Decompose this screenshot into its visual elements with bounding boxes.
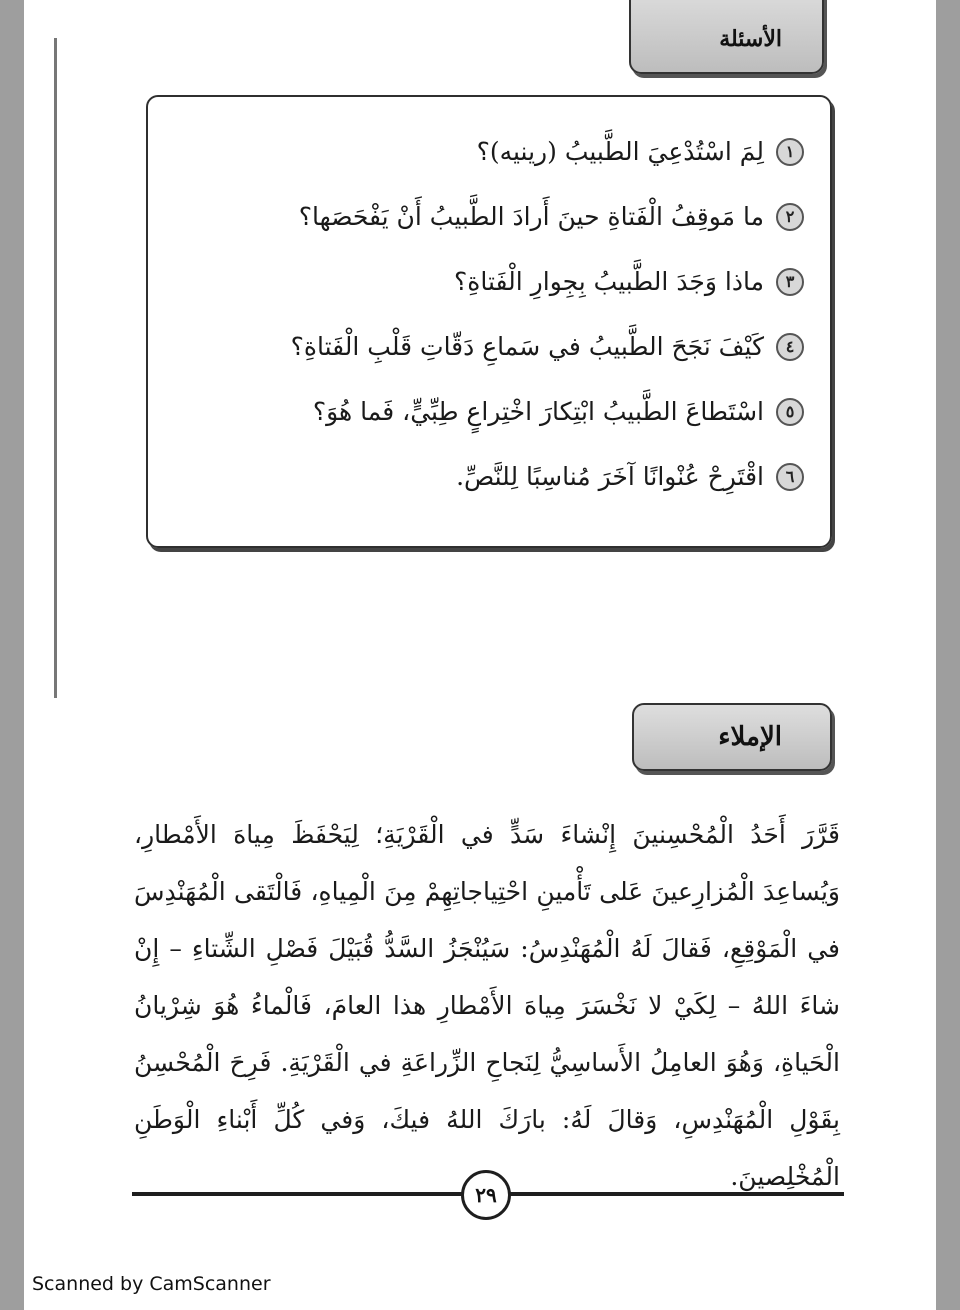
question-number-badge: ٣: [776, 268, 804, 296]
margin-rule: [54, 38, 57, 698]
question-item: [168, 444, 804, 509]
question-number-badge: ٥: [776, 398, 804, 426]
question-item: [168, 249, 804, 314]
questions-section-title: الأسئلة: [719, 26, 782, 52]
page-number: ٢٩: [475, 1183, 497, 1207]
question-text: لِمَ اسْتُدْعِيَ الطَّبيبُ (رينيه)؟: [476, 137, 764, 166]
dictation-paragraph: قَرَّرَ أَحَدُ الْمُحْسِنينَ إِنْشاءَ سَدٍّ في الْقَرْيَةِ؛ لِيَحْفَظَ مِياهَ الأَمْطارِ، وَيُساعِدَ الْمُزارِعينَ عَلى تَأْمينِ احْتِياجاتِهِمْ مِنَ الْمِياهِ، فَالْتَقى الْمُهَنْدِسَ في الْمَوْقِعِ، فَقالَ لَهُ الْمُهَنْدِسُ: سَيُنْجَزُ السَّدُّ قُبَيْلَ فَصْلِ الشِّتاءِ – إِنْ شاءَ اللهُ – لِكَيْ لا نَخْسَرَ مِياهَ الأَمْطارِ هذا العامَ، فَالْماءُ هُوَ شِرْيانُ الْحَياةِ، وَهُوَ العامِلُ الأَساسِيُّ لِنَجاحِ الزِّراعَةِ في الْقَرْيَةِ. فَرِحَ الْمُحْسِنُ بِقَوْلِ الْمُهَنْدِسِ، وَقالَ لَهُ: بارَكَ اللهُ فيكَ، وَفي كُلِّ أَبْناءِ الْوَطَنِ الْمُخْلِصينَ.: [134, 820, 840, 1191]
question-text: اقْتَرِحْ عُنْوانًا آخَرَ مُناسِبًا لِلنَّصِّ.: [456, 462, 764, 491]
question-item: [168, 379, 804, 444]
book-page: [24, 0, 936, 1310]
question-text: ماذا وَجَدَ الطَّبيبُ بِجِوارِ الْفَتاةِ؟: [454, 267, 764, 296]
question-item: [168, 119, 804, 184]
question-item: [168, 314, 804, 379]
question-number-badge: ٤: [776, 333, 804, 361]
question-text: كَيْفَ نَجَحَ الطَّبيبُ في سَماعِ دَقّاتِ قَلْبِ الْفَتاةِ؟: [290, 332, 764, 361]
page-number-badge: [461, 1170, 511, 1220]
scanner-watermark: Scanned by CamScanner: [32, 1273, 271, 1295]
questions-box: [146, 95, 832, 548]
questions-section-tab: [629, 0, 824, 74]
question-text: اسْتَطاعَ الطَّبيبُ ابْتِكارَ اخْتِراعٍ طِبِّيٍّ، فَما هُوَ؟: [312, 397, 764, 426]
question-number-badge: ٦: [776, 463, 804, 491]
question-number-badge: ٢: [776, 203, 804, 231]
question-number-badge: ١: [776, 138, 804, 166]
dictation-section-title: الإملاء: [718, 722, 782, 752]
question-item: [168, 184, 804, 249]
question-text: ما مَوقِفُ الْفَتاةِ حينَ أَرادَ الطَّبيبُ أَنْ يَفْحَصَها؟: [298, 202, 764, 231]
dictation-section-tab: [632, 703, 832, 771]
